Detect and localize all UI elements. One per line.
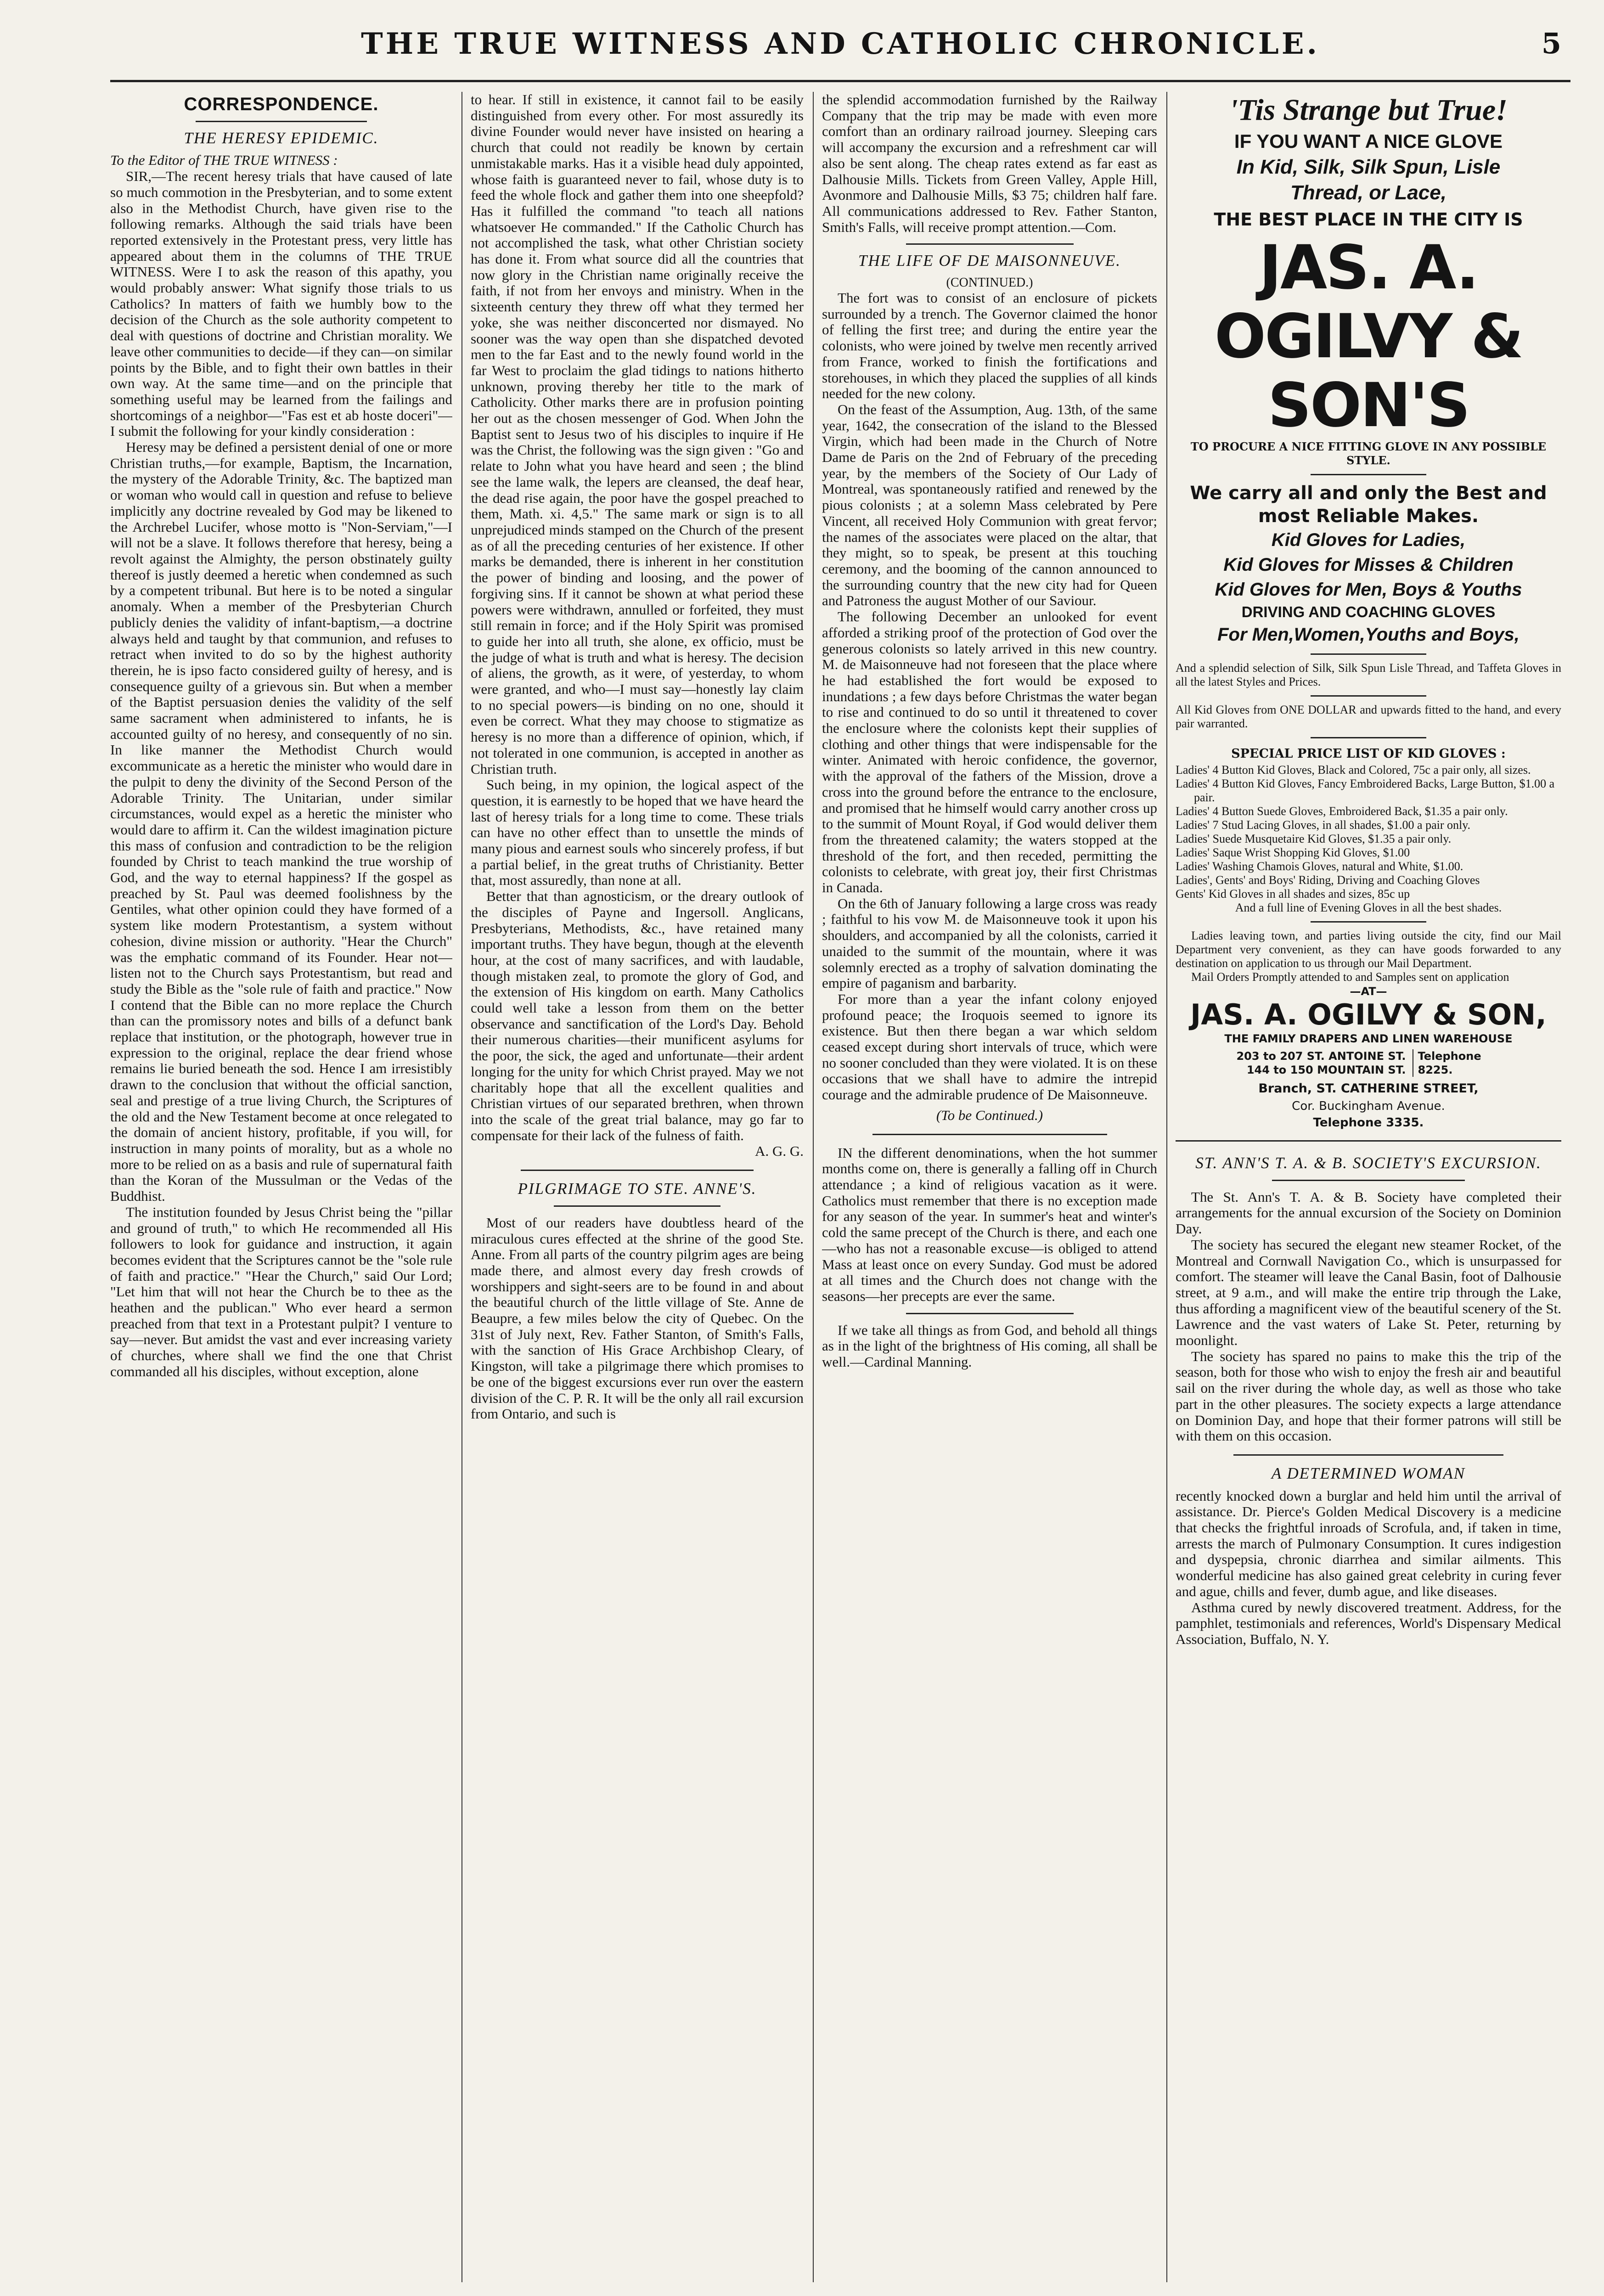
ad-address-block [1176, 1049, 1561, 1077]
paragraph: recently knocked down a burglar and held him until the arrival of assistance. Dr. Pierce's Golden Medical Discovery is a medicine that checks the frightful inroads of Scrofula, and, if taken in time, arrests the march of Pulmonary Consumption. It cures indigestion and dyspepsia, chronic diarrhea and similar ailments. This wonderful medicine has also gained great celebrity in curing fever and ague, chills and fever, dumb ague, and like diseases. [1176, 1487, 1561, 1599]
ad-note: All Kid Gloves from ONE DOLLAR and upwards fitted to the hand, and every pair warranted. [1176, 703, 1561, 730]
ad-note: Mail Orders Promptly attended to and Samples sent on application [1191, 970, 1509, 984]
paragraph: On the feast of the Assumption, Aug. 13th, of the same year, 1642, the consecration of the island to the Blessed Virgin, which had been made in the Church of Notre Dame de Paris on the 2nd of February of the preceding year, by the members of the Society of Our Lady of Montreal, was spontaneously ratified and renewed by the pious colonists ; at a solemn Mass celebrated by Pere Vincent, all received Holy Communion with great fervor; the names of the associates were placed on the altar, that they might, so to speak, be present at this touching ceremony, and the booming of the cannon announced to the surrounding country that the new city had for Queen and Patroness the august Mother of our Saviour. [822, 401, 1157, 609]
ad-firm-name: JAS. A. OGILVY & SON'S [1214, 232, 1523, 441]
ad-corner: Cor. Buckingham Avenue. [1292, 1099, 1445, 1113]
price-item: Ladies' 4 Button Kid Gloves, Fancy Embroidered Backs, Large Button, $1.00 a pair. [1176, 777, 1555, 804]
price-list-heading: SPECIAL PRICE LIST OF KID GLOVES : [1231, 747, 1506, 761]
divider [1311, 474, 1426, 475]
price-item: Ladies' Washing Chamois Gloves, natural and White, $1.00. [1176, 860, 1463, 873]
ad-line: Kid Gloves for Men, Boys & Youths [1215, 580, 1522, 600]
article-title: THE LIFE OF DE MAISONNEUVE. [858, 252, 1121, 270]
column-1 [110, 92, 452, 2282]
ad-address: 203 to 207 ST. ANTOINE ST. [1236, 1050, 1406, 1063]
divider [1311, 737, 1426, 738]
ad-firm-name: JAS. A. OGILVY & SON, [1190, 998, 1547, 1031]
paragraph: The institution founded by Jesus Christ being the "pillar and ground of truth," to which He recommended all His followers to look for guidance and instruction, it again becomes evident that the Scriptures cannot be the "sole rule of faith and practice." "Hear the Church," said Our Lord; "Let him that will not hear the Church be to thee as the heathen and the publican." Who ever heard a sermon preached from that text in a Protestant pulpit? I venture to say—never. But amidst the vast and ever increasing variety of churches, where shall we find the one that Christ commanded all his disciples, without exception, alone [110, 1204, 452, 1379]
article-title: THE HERESY EPIDEMIC. [184, 129, 379, 147]
ad-line: Thread, or Lace, [1290, 181, 1446, 204]
continued-label: (CONTINUED.) [946, 276, 1033, 290]
ad-line: For Men,Women,Youths and Boys, [1217, 625, 1520, 645]
ad-note: Ladies leaving town, and parties living outside the city, find our Mail Department very convenient, as they can have goods forwarded to any destination on application to us through our Mail Department. [1176, 929, 1561, 970]
paragraph: Asthma cured by newly discovered treatment. Address, for the pamphlet, testimonials and references, World's Dispensary Medical Association, Buffalo, N. Y. [1176, 1599, 1561, 1647]
masthead [110, 11, 1570, 82]
paragraph: the splendid accommodation furnished by the Railway Company that the trip may be made with even more comfort than an ordinary railroad journey. Sleeping cars will accompany the excursion and a refreshment car will also be sent along. The cheap rates extend as far east as Dalhousie Mills. Tickets from Green Valley, Apple Hill, Avonmore and Dalhousie Mills, $3 75; children half fare. All communications addressed to Rev. Father Stanton, Smith's Falls, will receive prompt attention.—Com. [822, 92, 1157, 235]
ad-note: And a splendid selection of Silk, Silk Spun Lisle Thread, and Taffeta Gloves in all the latest Styles and Prices. [1176, 661, 1561, 688]
divider [1233, 1454, 1503, 1456]
divider [554, 1205, 720, 1207]
price-item: Ladies' 7 Stud Lacing Gloves, in all shades, $1.00 a pair only. [1176, 818, 1471, 832]
price-item: And a full line of Evening Gloves in all the best shades. [1235, 901, 1502, 914]
ad-address: 144 to 150 MOUNTAIN ST. [1246, 1064, 1406, 1076]
divider [1272, 1180, 1465, 1181]
ad-line: TO PROCURE A NICE FITTING GLOVE IN ANY POSSIBLE STYLE. [1190, 440, 1547, 467]
divider [1311, 653, 1426, 655]
price-item: Ladies' 4 Button Kid Gloves, Black and Colored, 75c a pair only, all sizes. [1176, 763, 1531, 777]
column-4 [1176, 92, 1561, 2282]
paragraph: The following December an unlooked for event afforded a striking proof of the protection of God over the generous colonists so lately arrived in this new country. M. de Maisonneuve had not foreseen that the place where he had established the fort would be exposed to inundations ; a few days before Christmas the water began to rise and continued to do so until it threatened to cover the enclosure where the colonists kept their supplies of clothing and other things that were indispensable for the winter. Animated with heroic confidence, the governor, with the approval of the fathers of the Mission, drove a cross into the ground before the entrance to the enclosure, and promised that he himself would carry another cross up to the summit of Mount Royal, if God would deliver them from the threatened calamity; the waters stopped at the threshold of the fort, and then receded, permitting the colonists to celebrate, with great joy, their first Christmas in Canada. [822, 608, 1157, 896]
glove-advertisement [1176, 92, 1561, 1142]
price-item: Ladies' Saque Wrist Shopping Kid Gloves, $1.00 [1176, 846, 1410, 859]
paragraph: Such being, in my opinion, the logical aspect of the question, it is earnestly to be hoped that we have heard the last of heresy trials for a long time to come. These trials can have no other effect than to unsettle the minds of many pious and earnest souls who sincerely profess, if but a partial belief, in the great truths of Christianity. Better that, most assuredly, than none at all. [471, 777, 804, 889]
divider [872, 1134, 1107, 1135]
paragraph: Most of our readers have doubtless heard of the miraculous cures effected at the shrine of the good Ste. Anne. From all parts of the country pilgrim ages are being made there, and almost every day fresh crowds of worshippers and sight-seers are to be found in and about the beautiful church of the little village of Ste. Anne de Beaupre, a few miles below the city of Quebec. On the 31st of July next, Rev. Father Stanton, of Smith's Falls, with the sanction of His Grace Archbishop Cleary, of Kingston, will take a pilgrimage there which promises to be one of the biggest excursions ever run over the eastern division of the C. P. R. It will be the only all rail excursion from Ontario, and such is [471, 1214, 804, 1422]
ad-line: IF YOU WANT A NICE GLOVE [1234, 130, 1503, 152]
paragraph: The society has spared no pains to make this the trip of the season, both for those who wish to enjoy the fresh air and beautiful sail on the river during the whole day, as well as those who take part in the other pleasures. The society expects a large attendance on Dominion Day, and hope that their former patrons will still be with them on this occasion. [1176, 1348, 1561, 1444]
price-item: Ladies' Suede Musquetaire Kid Gloves, $1.35 a pair only. [1176, 832, 1452, 845]
ad-branch: Branch, ST. CATHERINE STREET, [1258, 1081, 1479, 1096]
salutation: To the Editor of THE TRUE WITNESS : [110, 152, 338, 169]
divider [1311, 921, 1426, 923]
column-divider [813, 92, 814, 2282]
ad-line: THE BEST PLACE IN THE CITY IS [1214, 209, 1523, 230]
column-2 [471, 92, 804, 2282]
divider [1311, 695, 1426, 697]
price-item: Ladies' 4 Button Suede Gloves, Embroidered Back, $1.35 a pair only. [1176, 805, 1508, 818]
column-divider [1166, 92, 1167, 2282]
divider [906, 243, 1074, 245]
paragraph: The St. Ann's T. A. & B. Society have completed their arrangements for the annual excursion of the Society on Dominion Day. [1176, 1188, 1561, 1237]
page-number: 5 [1541, 27, 1561, 60]
paragraph: If we take all things as from God, and behold all things as in the light of the brightness of His coming, all shall be well.—Cardinal Manning. [822, 1322, 1157, 1370]
article-title: PILGRIMAGE TO STE. ANNE'S. [518, 1180, 757, 1198]
article-title: ST. ANN'S T. A. & B. SOCIETY'S EXCURSION. [1195, 1154, 1542, 1172]
to-be-continued: (To be Continued.) [936, 1107, 1043, 1123]
paragraph: IN the different denominations, when the hot summer months come on, there is generally a falling off in Church attendance ; a kind of religious vacation as it were. Catholics must remember that there is no exception made for any season of the year. In summer's heat and winter's cold the same precept of the Church is there, and each one—who has not a reasonable excuse—is obliged to attend Mass at least once on every Sunday. God must be adored at all times and the Church does not change with the seasons—her precepts are ever the same. [822, 1144, 1157, 1304]
paragraph: The fort was to consist of an enclosure of pickets surrounded by a trench. The Governor claimed the honor of felling the first tree; and during the entire year the colonists, who were joined by twelve men recently arrived from France, worked to finish the fortifications and storehouses, in which they placed the supplies of all kinds needed for the new colony. [822, 290, 1157, 402]
divider [521, 1170, 754, 1171]
ad-line: In Kid, Silk, Silk Spun, Lisle [1236, 156, 1501, 178]
column-3 [822, 92, 1157, 2282]
paragraph: On the 6th of January following a large cross was ready ; faithful to his vow M. de Maisonneuve took it upon his shoulders, and accompanied by all the colonists, carried it unaided to the summit of the mountain, where it was solemnly erected as a trophy of salvation dominating the empire of paganism and barbarity. [822, 895, 1157, 991]
price-item: Ladies', Gents' and Boys' Riding, Driving and Coaching Gloves [1176, 873, 1480, 887]
ad-tagline: THE FAMILY DRAPERS AND LINEN WAREHOUSE [1224, 1032, 1513, 1045]
ad-at: —AT— [1350, 985, 1387, 998]
ad-telephone: Telephone 3335. [1313, 1116, 1424, 1130]
ad-line: Kid Gloves for Misses & Children [1223, 555, 1514, 575]
divider [196, 121, 367, 122]
paragraph: to hear. If still in existence, it cannot fail to be easily distinguished from every other. For most assuredly its divine Founder would never have insisted on hearing a church that could not readily be known by certain unmistakable marks. Has it a visible head duly appointed, whose faith is guaranteed never to fail, whose duty is to feed the whole flock and gather them into one sheepfold? Has it fulfilled the command "to teach all nations whatsoever He commanded." If the Catholic Church has not accomplished the task, what other Christian society has done it. From what source did all the countries that now glory in the Christian name originally receive the faith, if not from her envoys and ministry. When in the sixteenth century they threw off what they termed her yoke, she was neither disconcerted nor dismayed. No sooner was the way open than she dispatched devoted men to the far East and to the newly found world in the far West to proclaim the glad tidings to nations hitherto unknown, proving thereby her title to the mark of Catholicity. Other marks there are in profusion pointing her out as the chosen messenger of God. When John the Baptist sent to Jesus two of his disciples to inquire if He was the Christ, the following was the sign given : "Go and relate to John what you have heard and seen ; the blind see the lame walk, the lepers are cleansed, the deaf hear, the dead rise again, the poor have the gospel preached to them, Math. xi. 4,5." The same mark or sign is to all unprejudiced minds stamped on the Church of the present as of all the preceding centuries of her existence. If other marks be demanded, there is inherent in her constitution the power of binding and loosing, and the power of forgiving sins. If it cannot be shown at what period these powers were withdrawn, annulled or forfeited, they must still remain in force; and if the Holy Spirit was promised to guide her into all truth, she alone, ex officio, must be the judge of what is truth and what is heresy. The decision of aliens, the growth, as it were, of yesterday, to whom were granted, and who—I must say—honestly lay claim to no special powers—is binding on no one, should it even be correct. What they may choose to stigmatize as heresy is no more than a difference of opinion, which, if not tolerated in one communion, is accepted in another as Christian truth. [471, 92, 804, 777]
paragraph: The society has secured the elegant new steamer Rocket, of the Montreal and Cornwall Navigation Co., which is unsurpassed for comfort. The steamer will leave the Canal Basin, foot of Dalhousie street, at 9 a.m., and will make the entire trip through the Lake, thus affording a magnificent view of the beautiful scenery of the St. Lawrence and the vast waters of Lake St. Peter, returning by moonlight. [1176, 1236, 1561, 1349]
ad-line: We carry all and only the Best and most Reliable Makes. [1190, 483, 1547, 527]
article-title: A DETERMINED WOMAN [1271, 1464, 1466, 1482]
section-heading: CORRESPONDENCE. [184, 94, 379, 114]
ad-line: Kid Gloves for Ladies, [1271, 530, 1466, 550]
ad-headline: 'Tis Strange but True! [1229, 93, 1508, 127]
price-item: Gents' Kid Gloves in all shades and sizes, 85c up [1176, 887, 1410, 900]
paragraph: Better that than agnosticism, or the dreary outlook of the disciples of Payne and Ingersoll. Anglicans, Presbyterians, Methodists, &c., have retained many important truths. They have begun, though at the eleventh hour, at the cost of many sacrifices, and with laudable, though mistaken zeal, to promote the glory of God, and the extension of His kingdom on earth. Many Catholics could well take a lesson from them on the better observance and sanctification of the Lord's Day. Behold their numerous charities—their munificent asylums for the poor, the sick, the aged and unfortunate—their ardent longing for the unity for which Christ prayed. May we not charitably hope that all the excellent qualities and Christian virtues of our separated brethren, when thrown into the scale of the great trial balance, may go far to compensate for their lack of the fulness of faith. [471, 888, 804, 1143]
divider [906, 1313, 1074, 1314]
paragraph: SIR,—The recent heresy trials that have caused of late so much commotion in the Presbyterian, and to some extent also in the Methodist Church, have given rise to the following remarks. Although the said trials have been reported extensively in the Protestant press, very little has appeared about them in the columns of THE TRUE WITNESS. Were I to ask the reason of this apathy, you would probably answer: What signify those trials to us Catholics? In matters of faith we humbly bow to the decision of the Church as the sole authority competent to deal with questions of doctrine and Christian morality. We leave other communities to decide—if they can—on similar points by the Bible, and to fight their own battles in their own way. At the same time—and on the principle that something useful may be learned from the failings and shortcomings of a neighbor—"Fas est et ab hoste doceri"—I submit the following for your kindly consideration : [110, 168, 452, 439]
paragraph: Heresy may be defined a persistent denial of one or more Christian truths,—for example, Baptism, the Incarnation, the mystery of the Adorable Trinity, &c. The baptized man or woman who would call in question and refuse to believe implicitly any doctrine revealed by God may be likened to the Archrebel Lucifer, whose motto is "Non-Serviam,"—I will not be a slave. It follows therefore that heresy, being a revolt against the Almighty, the person obstinately guilty thereof is justly deemed a heretic when condemned as such by a competent tribunal. But here is to be noted a singular anomaly. When a member of the Presbyterian Church publicly denies the validity of infant-baptism,—a doctrine always held and taught by that communion, and refuses to retract when invited to do so by the highest authority therein, he is ipso facto considered guilty of heresy, and is consequence guilty of a grievous sin. But when a member of the Baptist persuasion denies the validity of the self same sacrament when administered to infants, he is accounted guilty of no heresy, and consequently of no sin. In like manner the Methodist Church would excommunicate as a heretic the minister who would dare in the pulpit to deny the divinity of the Second Person of the Adorable Trinity. The Unitarian, under similar circumstances, would expel as a heretic the minister who would dare to affirm it. Can the wildest imagination picture this mass of confusion and contradiction to be the religion founded by Christ to teach mankind the true worship of God, and the way to eternal happiness? If the gospel as preached by St. Paul was deemed foolishness by the Gentiles, what other opinion could they have formed of a system like modern Protestantism, a system without cohesion, divine mission or authority. "Hear the Church" was the emphatic command of its Founder. Hear not—listen not to the Church says Protestantism, but read and study the Bible as the "sole rule of faith and practice." Now I contend that the Bible can no more replace the Church than can the promissory notes and bills of a defunct bank replace that institution, or the photograph, however true in expression to the original, replace the dear friend whose remains lie buried beneath the sod. Hence I am irresistibly drawn to the conclusion that without the official sanction, seal and prestige of a true living Church, the Scriptures of the old and the New Testament become at once relegated to the domain of ancient history, profitable, if you will, for instruction in many points of morality, but as a whole no more to be relied on as a basis and rule of supernatural faith than the Koran of the Mussulman or the Vedas of the Buddhist. [110, 439, 452, 1204]
ad-line: DRIVING AND COACHING GLOVES [1241, 603, 1496, 620]
ad-telephone: Telephone 8225. [1413, 1049, 1501, 1077]
paragraph: For more than a year the infant colony enjoyed profound peace; the Iroquois seemed to ignore its existence. But then there began a war which seldom ceased except during short intervals of truce, which were no sooner concluded than they were violated. It is on these occasions that we shall have to admire the intrepid courage and the admirable prudence of De Maisonneuve. [822, 990, 1157, 1103]
signature: A. G. G. [755, 1143, 804, 1159]
newspaper-title: THE TRUE WITNESS AND CATHOLIC CHRONICLE. [361, 27, 1320, 61]
